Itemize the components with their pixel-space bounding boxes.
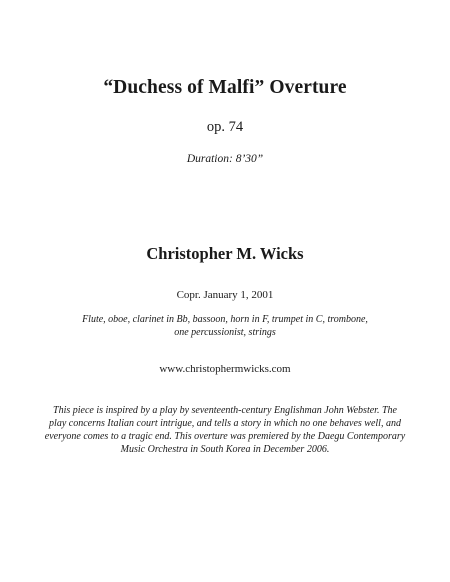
program-note-line: Music Orchestra in South Korea in December 2006. (120, 444, 330, 455)
instrumentation-line: Flute, oboe, clarinet in Bb, bassoon, horn in F, trumpet in C, trombone, (82, 314, 368, 325)
duration: Duration: 8’30” (186, 153, 264, 165)
opus-number: op. 74 (206, 119, 244, 135)
program-note-line: play concerns Italian court intrigue, and tells a story in which no one behaves well, and (49, 418, 401, 429)
program-note-line: everyone comes to a tragic end. This overture was premiered by the Daegu Contemporary (44, 431, 406, 442)
website-url: www.christophermwicks.com (159, 363, 291, 375)
instrumentation-line: one percussionist, strings (174, 327, 276, 338)
copyright-date: Copr. January 1, 2001 (176, 289, 274, 301)
work-title: “Duchess of Malfi” Overture (103, 77, 347, 98)
composer-name: Christopher M. Wicks (146, 244, 304, 263)
program-note-line: This piece is inspired by a play by seventeenth-century Englishman John Webster. The (53, 405, 397, 416)
